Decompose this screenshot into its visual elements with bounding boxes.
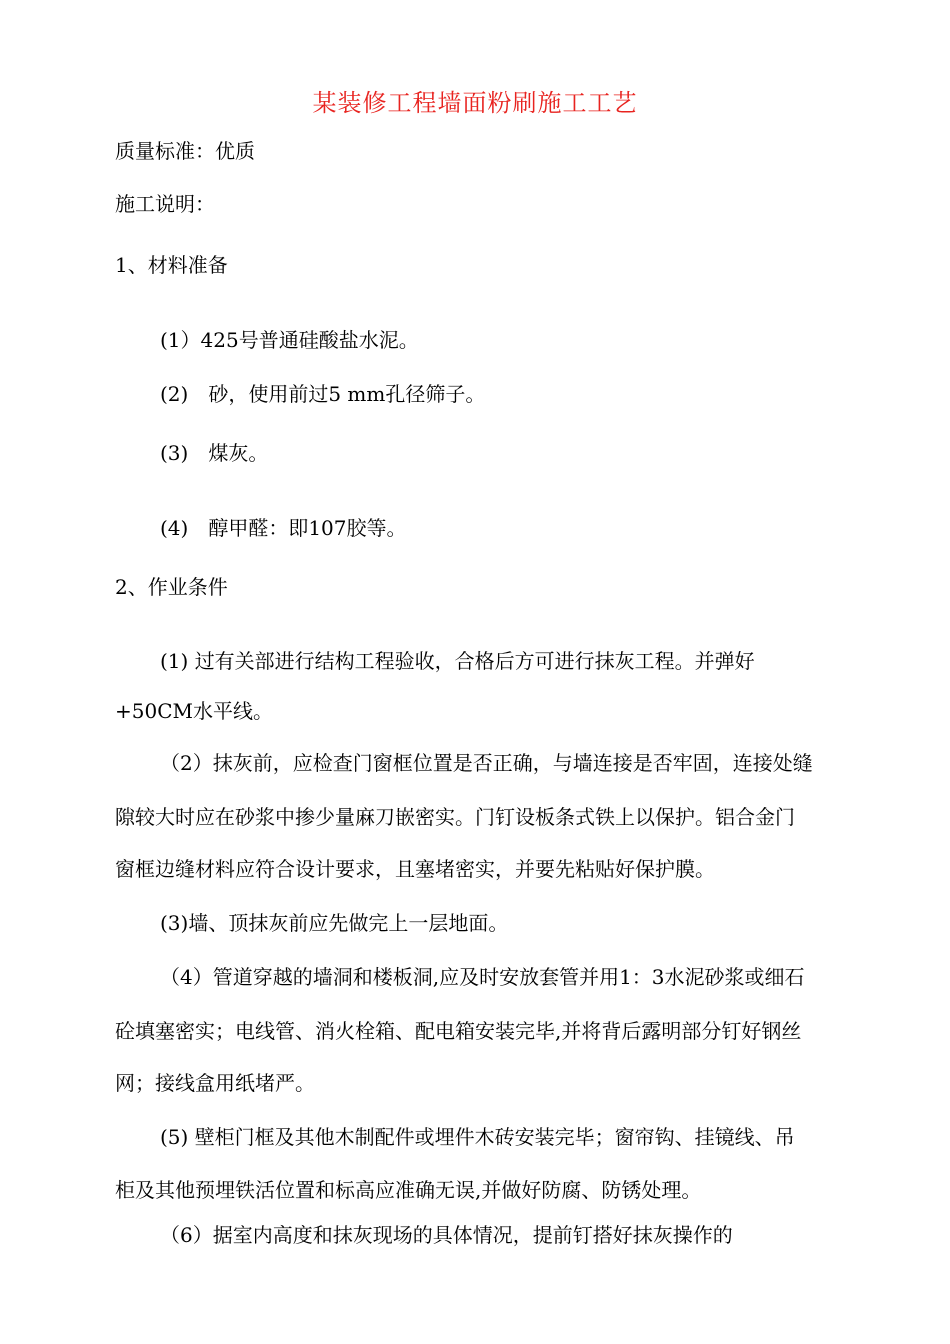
section-1-heading: 1、材料准备 <box>115 253 228 277</box>
section-2-line: (3)墙、顶抹灰前应先做完上一层地面。 <box>160 911 509 935</box>
section-1-item: (1）425号普通硅酸盐水泥。 <box>160 328 419 352</box>
document-title: 某装修工程墙面粉刷施工工艺 <box>312 89 638 117</box>
section-2-line: （2）抹灰前，应检查门窗框位置是否正确，与墙连接是否牢固，连接处缝 <box>160 751 813 775</box>
section-2-line: +50CM水平线。 <box>115 699 273 723</box>
section-2-line: 隙较大时应在砂浆中掺少量麻刀嵌密实。门钉设板条式铁上以保护。铝合金门 <box>115 805 795 829</box>
section-1-item: (2) 砂，使用前过5 mm孔径筛子。 <box>160 382 486 406</box>
section-2-line: 窗框边缝材料应符合设计要求，且塞堵密实，并要先粘贴好保护膜。 <box>115 857 715 881</box>
notes-heading: 施工说明： <box>115 192 215 216</box>
section-2-line: （4）管道穿越的墙洞和楼板洞,应及时安放套管并用1：3水泥砂浆或细石 <box>160 965 805 989</box>
section-2-line: (5) 壁柜门框及其他木制配件或埋件木砖安装完毕；窗帘钩、挂镜线、吊 <box>160 1125 795 1149</box>
quality-standard: 质量标准：优质 <box>115 139 255 163</box>
section-2-heading: 2、作业条件 <box>115 575 228 599</box>
section-2-line: 砼填塞密实；电线管、消火栓箱、配电箱安装完毕,并将背后露明部分钉好钢丝 <box>115 1019 802 1043</box>
section-1-item: (3) 煤灰。 <box>160 441 269 465</box>
section-2-line: (1) 过有关部进行结构工程验收，合格后方可进行抹灰工程。并弹好 <box>160 649 755 673</box>
section-2-line: 柜及其他预埋铁活位置和标高应准确无误,并做好防腐、防锈处理。 <box>115 1178 702 1202</box>
section-2-line: （6）据室内高度和抹灰现场的具体情况，提前钉搭好抹灰操作的 <box>160 1223 733 1247</box>
section-2-line: 网；接线盒用纸堵严。 <box>115 1071 315 1095</box>
section-1-item: (4) 醇甲醛：即107胶等。 <box>160 516 407 540</box>
